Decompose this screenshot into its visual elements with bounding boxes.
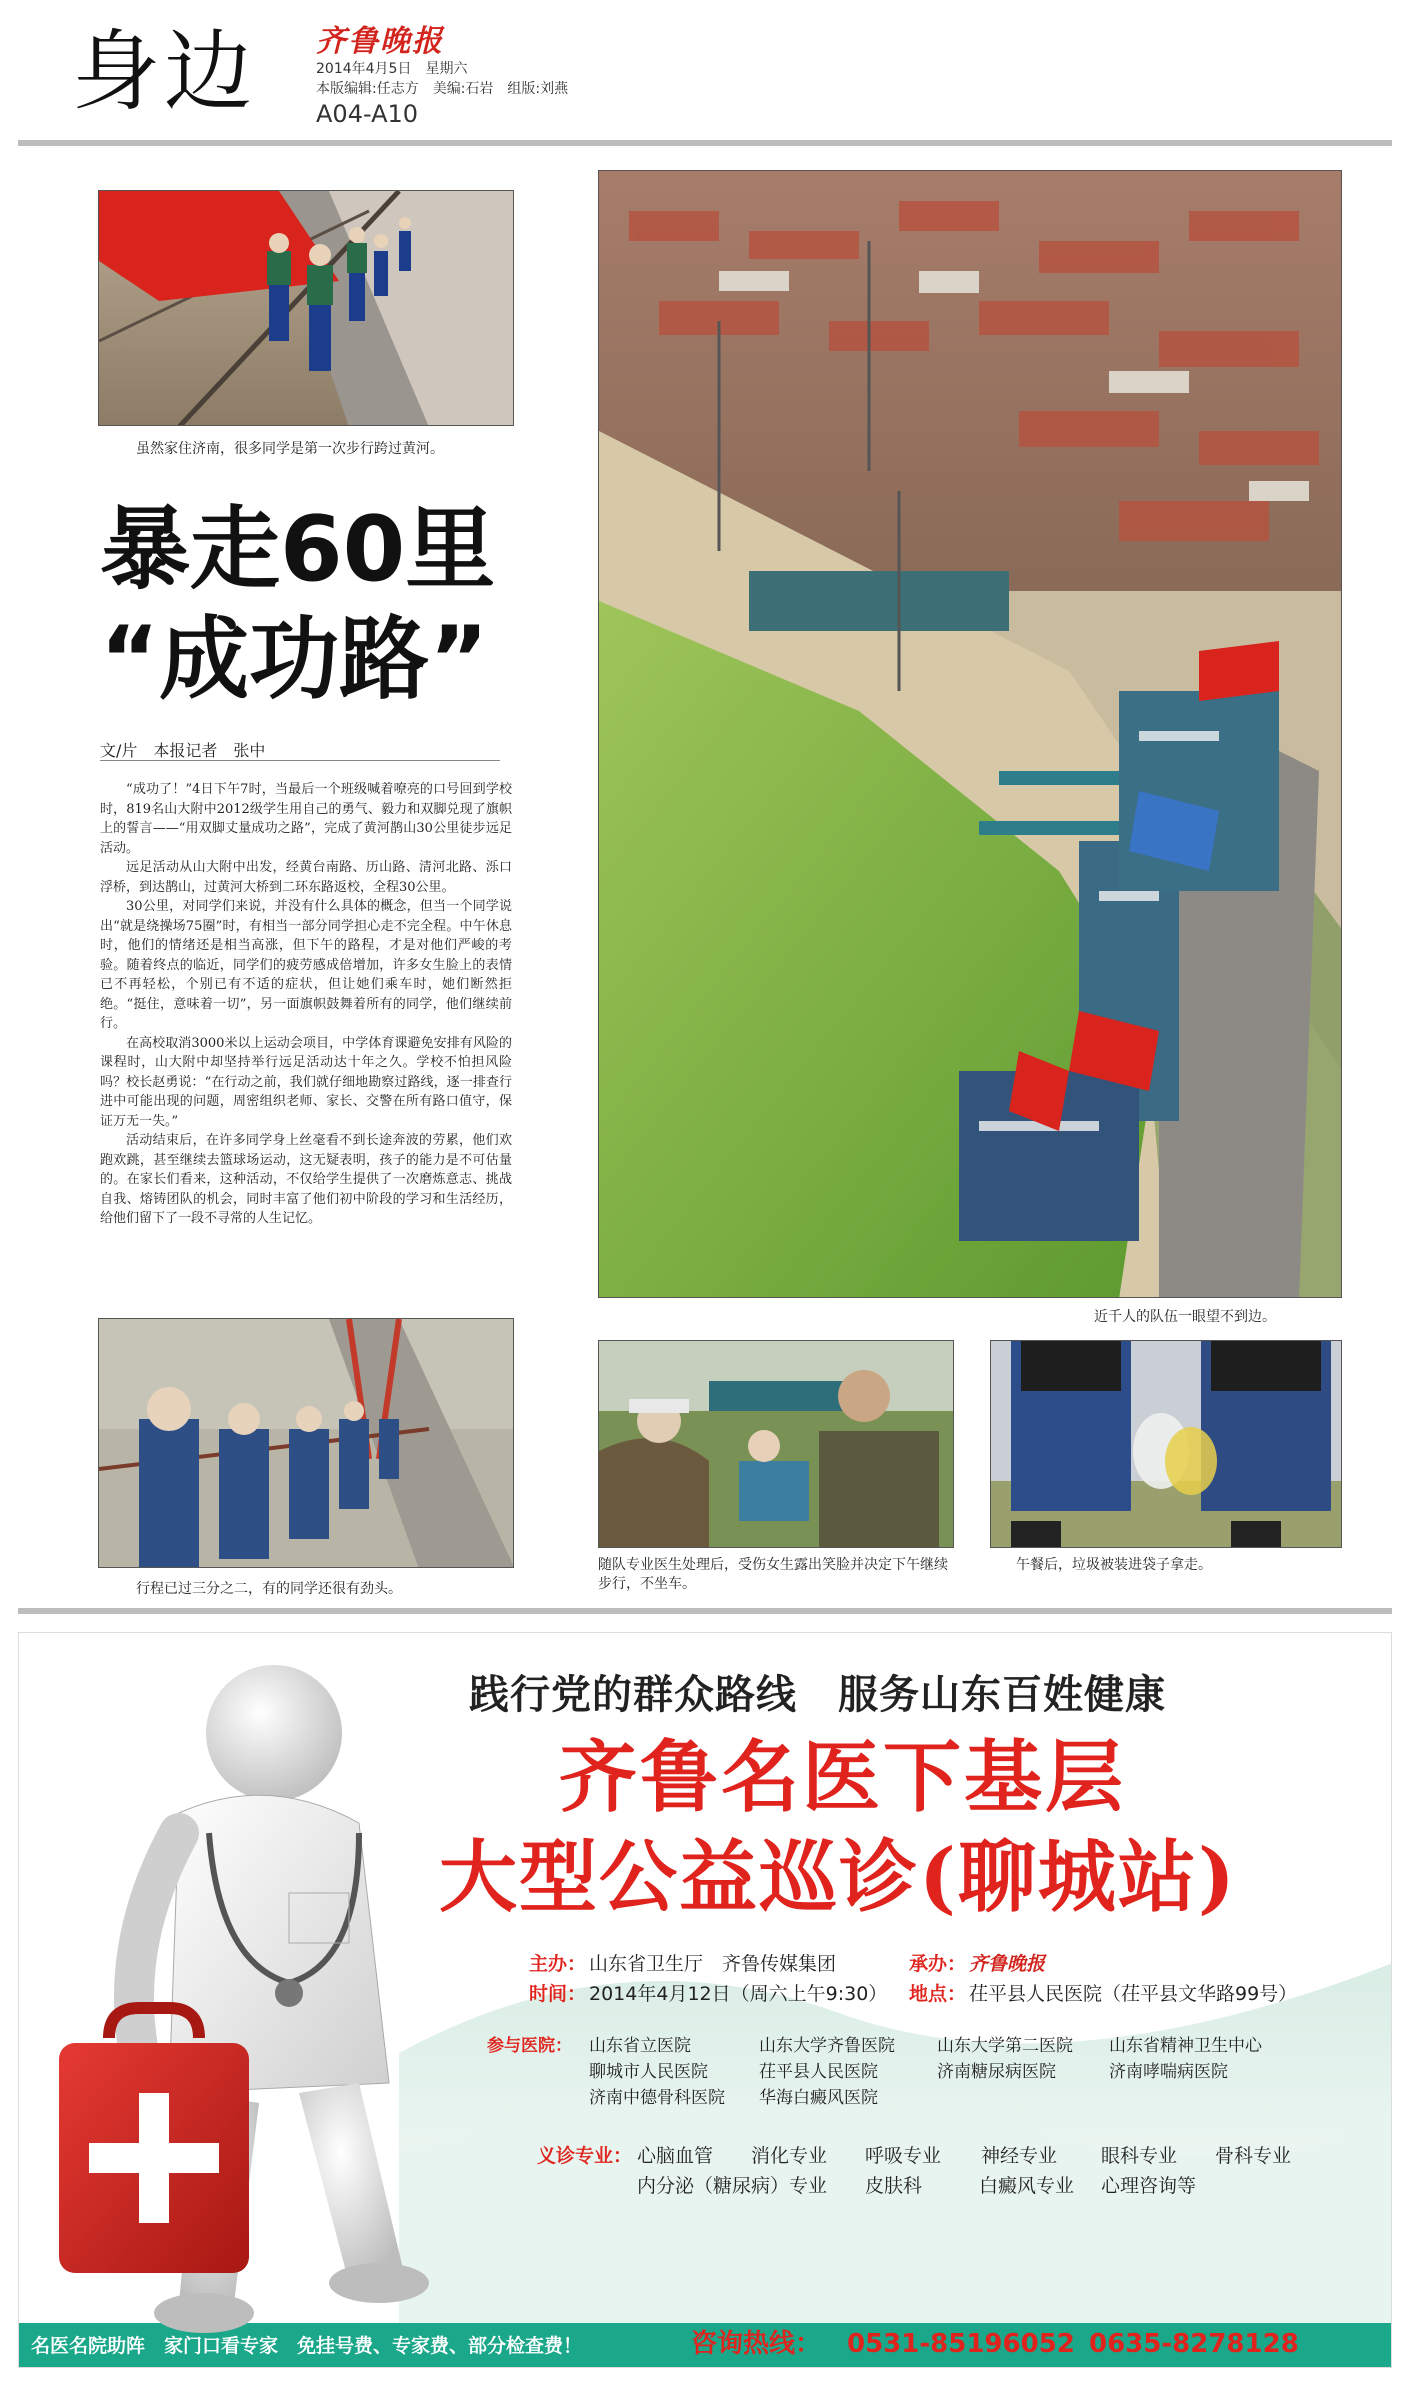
- department-item: 心脑血管: [637, 2145, 714, 2167]
- hospital-item: 济南中德骨科医院: [589, 2088, 725, 2108]
- hospital-item: 山东大学齐鲁医院: [759, 2036, 895, 2056]
- hospital-item: 济南哮喘病医院: [1109, 2062, 1228, 2082]
- bridge-walk-illustration: [99, 1319, 514, 1568]
- hospital-item: 茌平县人民医院: [759, 2062, 878, 2082]
- department-item: 眼科专业: [1101, 2145, 1178, 2167]
- ad-footer-left: 名医名院助阵 家门口看专家 免挂号费、专家费、部分检查费！: [31, 2335, 583, 2357]
- ad-title-line2: 大型公益巡诊(聊城站): [439, 1832, 1237, 1923]
- hospital-item: 华海白癜风医院: [759, 2088, 878, 2108]
- hospital-item: 山东省精神卫生中心: [1109, 2036, 1262, 2056]
- department-item: 心理咨询等: [1101, 2175, 1197, 2197]
- ad-info-block: [529, 1949, 1349, 2009]
- department-item: 消化专业: [751, 2145, 828, 2167]
- caption-main-photo: 近千人的队伍一眼望不到边。: [1094, 1309, 1276, 1325]
- hotline-number-1[interactable]: 0531-85196052: [847, 2329, 1075, 2359]
- photo-doctor-treating-student: [598, 1340, 954, 1548]
- photo-marching-column: [598, 170, 1342, 1298]
- organizer-value: 齐鲁晚报: [969, 1953, 1046, 1975]
- caption-photo4: 随队专业医生处理后，受伤女生露出笑脸并决定下午继续步行，不坐车。: [598, 1557, 948, 1592]
- hospital-item: 山东大学第二医院: [937, 2036, 1073, 2056]
- paper-logo: 齐鲁晚报: [316, 24, 444, 59]
- byline: 文/片 本报记者 张中: [100, 741, 266, 760]
- article-paragraph: 活动结束后，在许多同学身上丝毫看不到长途奔波的劳累，他们欢跑欢跳，甚至继续去篮球场运动，这无疑表明，孩子的能力是不可估量的。在家长们看来，这种活动，不仅给学生提供了一次磨炼意志、挑战自我、熔铸团队的机会，同时丰富了他们初中阶段的学习和生活经历，给他们留下了一段不寻常的人生记忆。: [100, 1133, 512, 1226]
- department-item: 神经专业: [981, 2145, 1058, 2167]
- photo-carrying-trash-bag: [990, 1340, 1342, 1548]
- caption-photo3: 行程已过三分之二，有的同学还很有劲头。: [136, 1581, 402, 1597]
- doctor-photo-illustration: [599, 1341, 954, 1548]
- hospital-item: 济南糖尿病医院: [937, 2062, 1056, 2082]
- organizer-label: 承办：: [909, 1953, 967, 1975]
- hospital-item: 山东省立医院: [589, 2036, 691, 2056]
- bridge-photo-illustration: [99, 191, 514, 426]
- article-paragraph: 远足活动从山大附中出发，经黄台南路、历山路、清河北路、泺口浮桥，到达鹊山，过黄河大桥到二环东路返校，全程30公里。: [100, 860, 512, 895]
- department-item: 皮肤科: [865, 2175, 923, 2197]
- article-paragraph: 30公里，对同学们来说，并没有什么具体的概念，但当一个同学说出“就是绕操场75圈”时，有相当一部分同学担心走不完全程。中午休息时，他们的情绪还是相当高涨，但下午的路程，才是对他们严峻的考验。随着终点的临近，同学们的疲劳感成倍增加，许多女生脸上的表情已不再轻松，个别已有不适的症状，但让她们乘车时，她们断然拒绝。“挺住，意味着一切”，另一面旗帜鼓舞着所有的同学，他们继续前行。: [100, 899, 512, 1031]
- hospitals-label: 参与医院：: [487, 2036, 572, 2056]
- date-line: 2014年4月5日 星期六: [316, 61, 468, 77]
- byline-rule: [100, 760, 500, 761]
- department-item: 内分泌（糖尿病）专业: [637, 2175, 828, 2197]
- hotline-label: 咨询热线：: [691, 2329, 822, 2359]
- hotline-number-2[interactable]: 0635-8278128: [1089, 2329, 1299, 2359]
- section-title: 身边: [72, 20, 257, 123]
- article-paragraph: “成功了！”4日下午7时，当最后一个班级喊着嘹亮的口号回到学校时，819名山大附中2012级学生用自己的勇气、毅力和双脚兑现了旗帜上的誓言——“用双脚丈量成功之路”，完成了黄河鹊山30公里徒步远足活动。: [100, 782, 512, 856]
- trash-bag-illustration: [991, 1341, 1342, 1548]
- host-label: 主办：: [529, 1953, 587, 1975]
- host-value: 山东省卫生厅 齐鲁传媒集团: [589, 1953, 837, 1975]
- clinic-label: 义诊专业：: [537, 2145, 633, 2167]
- article-body: [100, 780, 512, 1300]
- ad-slogan: 践行党的群众路线 服务山东百姓健康: [469, 1672, 1166, 1718]
- doctor-figure-illustration: [59, 1663, 439, 2363]
- ad-separator-rule: [18, 1608, 1392, 1614]
- photo-students-crossing-bridge: [98, 190, 514, 426]
- headline-line1: 暴走60里: [100, 497, 496, 602]
- page-range: A04-A10: [316, 100, 419, 128]
- editor-line: 本版编辑:任志方 美编:石岩 组版:刘燕: [316, 81, 569, 97]
- department-item: 骨科专业: [1215, 2145, 1292, 2167]
- ad-title-line1: 齐鲁名医下基层: [559, 1732, 1127, 1823]
- caption-photo5: 午餐后，垃圾被装进袋子拿走。: [1016, 1557, 1212, 1573]
- place-label: 地点：: [909, 1983, 967, 2005]
- article-paragraph: 在高校取消3000米以上运动会项目，中学体育课避免安排有风险的课程时，山大附中却坚持举行远足活动达十年之久。学校不怕担风险吗？校长赵勇说：“在行动之前，我们就仔细地勘察过路线，逐一排查行进中可能出现的问题，周密组织老师、家长、交警在所有路口值守，保证万无一失。”: [100, 1035, 512, 1129]
- main-photo-illustration: [599, 171, 1342, 1298]
- caption-photo1: 虽然家住济南，很多同学是第一次步行跨过黄河。: [136, 441, 444, 457]
- health-ad: [18, 1632, 1392, 2368]
- place-value: 茌平县人民医院（茌平县文华路99号）: [969, 1983, 1298, 2005]
- photo-energetic-students: [98, 1318, 514, 1568]
- masthead-rule: [18, 140, 1392, 146]
- hospital-item: 聊城市人民医院: [589, 2062, 708, 2082]
- time-value: 2014年4月12日（周六上午9:30）: [589, 1983, 888, 2005]
- department-item: 白癜风专业: [979, 2175, 1075, 2197]
- headline-line2: “成功路”: [100, 607, 489, 712]
- first-aid-kit-icon: [59, 2008, 249, 2273]
- time-label: 时间：: [529, 1983, 587, 2005]
- department-item: 呼吸专业: [865, 2145, 942, 2167]
